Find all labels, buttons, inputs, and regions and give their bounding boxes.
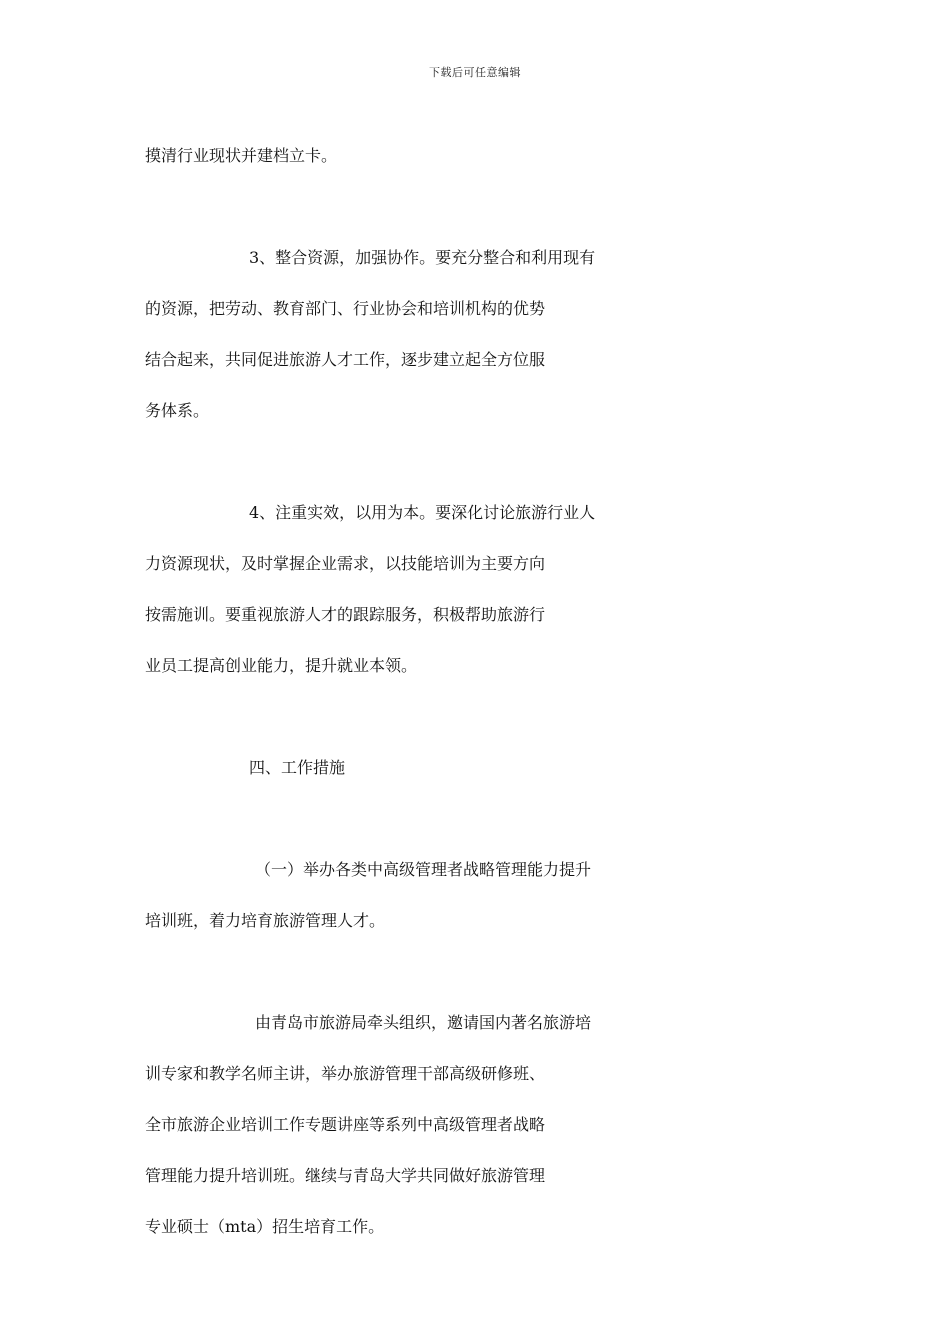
text-line: 4、注重实效，以用为本。要深化讨论旅游行业人 (249, 503, 596, 522)
paragraph-gap (145, 691, 810, 742)
text-line: 结合起来，共同促进旅游人才工作，逐步建立起全方位服 (145, 350, 546, 369)
document-body (145, 130, 810, 1252)
text-line: 管理能力提升培训班。继续与青岛大学共同做好旅游管理 (145, 1166, 546, 1185)
paragraph (145, 487, 810, 691)
paragraph-gap (145, 793, 810, 844)
text-line: 3、整合资源，加强协作。要充分整合和利用现有 (249, 248, 596, 267)
text-line: 的资源，把劳动、教育部门、行业协会和培训机构的优势 (145, 299, 546, 318)
paragraph (145, 232, 810, 436)
section-heading (145, 742, 810, 793)
text-line: 培训班，着力培育旅游管理人才。 (145, 911, 386, 930)
paragraph (145, 844, 810, 946)
text-line: 全市旅游企业培训工作专题讲座等系列中高级管理者战略 (145, 1115, 546, 1134)
text-line: 训专家和教学名师主讲，举办旅游管理干部高级研修班、 (145, 1064, 546, 1083)
paragraph-gap (145, 946, 810, 997)
text-line: （一）举办各类中高级管理者战略管理能力提升 (255, 860, 592, 879)
text-line: 按需施训。要重视旅游人才的跟踪服务，积极帮助旅游行 (145, 605, 546, 624)
paragraph (145, 130, 810, 181)
paragraph-gap (145, 436, 810, 487)
page-header-note: 下载后可任意编辑 (429, 66, 521, 79)
text-line: 务体系。 (145, 401, 210, 420)
text-line: 摸清行业现状并建档立卡。 (145, 146, 338, 165)
paragraph-gap (145, 181, 810, 232)
text-line: 力资源现状，及时掌握企业需求，以技能培训为主要方向 (145, 554, 546, 573)
paragraph (145, 997, 810, 1252)
text-line: 由青岛市旅游局牵头组织，邀请国内著名旅游培 (255, 1013, 592, 1032)
text-line: 专业硕士（mta）招生培育工作。 (145, 1217, 385, 1236)
text-line: 四、工作措施 (249, 758, 346, 777)
text-line: 业员工提高创业能力，提升就业本领。 (145, 656, 418, 675)
